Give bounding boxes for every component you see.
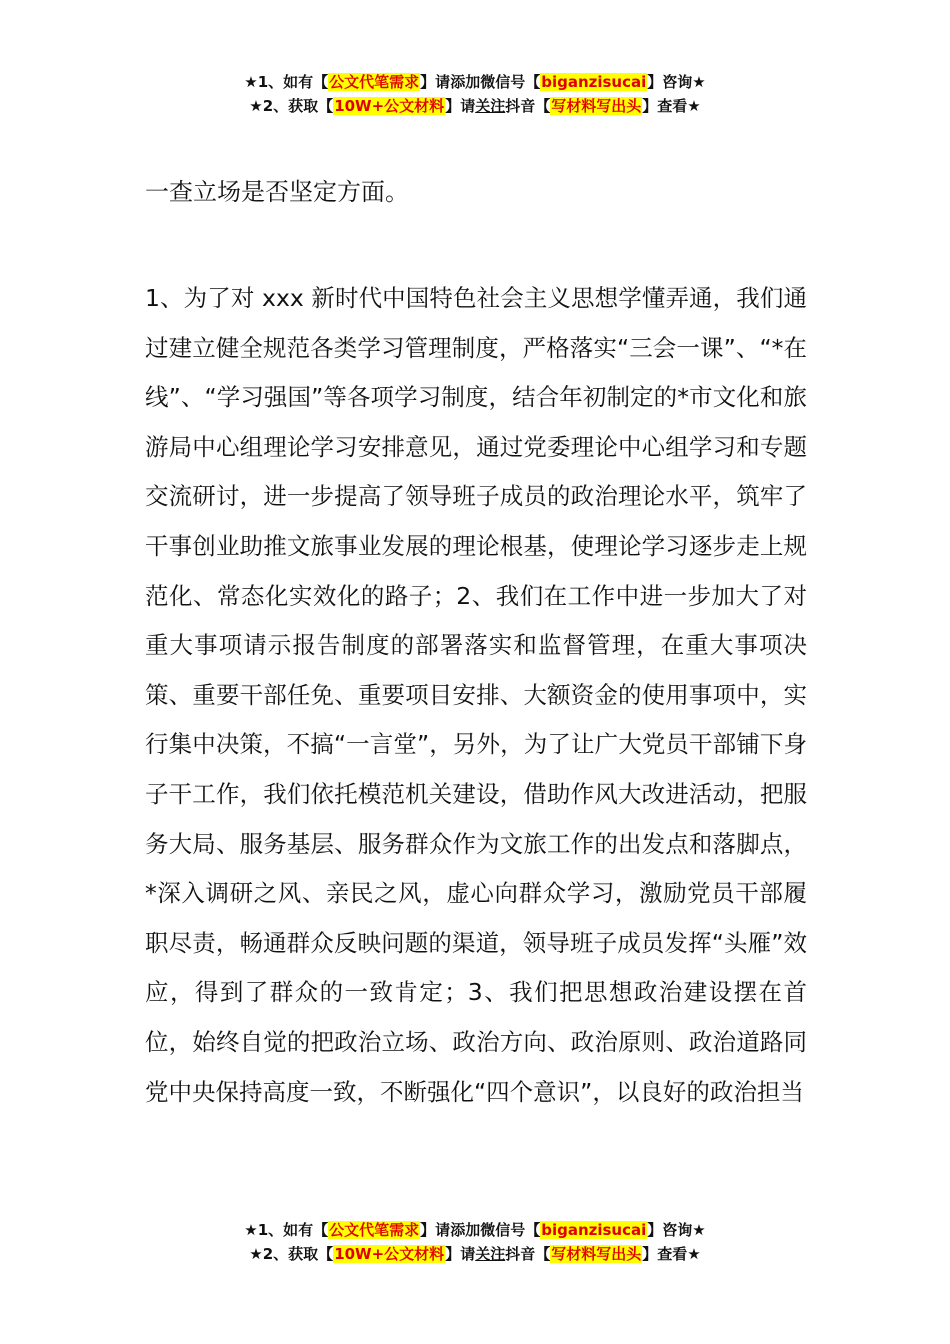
banner-text: 】请 xyxy=(420,73,451,91)
highlight-douyin-account: 写材料写出头 xyxy=(551,1245,642,1263)
banner-text: 】请 xyxy=(445,1245,476,1263)
highlight-wechat-id: biganzisucai xyxy=(541,73,647,91)
highlight-materials: 10W+公文材料 xyxy=(334,1245,445,1263)
banner-text: 微信号【 xyxy=(480,73,541,91)
banner-text: 】咨询★ xyxy=(647,1221,706,1239)
banner-text: 抖音【 xyxy=(505,1245,551,1263)
banner-text: 】查看★ xyxy=(642,1245,701,1263)
banner-line-1 xyxy=(0,1218,950,1242)
highlight-service: 公文代笔需求 xyxy=(329,73,420,91)
banner-text: 】咨询★ xyxy=(647,73,706,91)
highlight-wechat-id: biganzisucai xyxy=(541,1221,647,1239)
banner-line-2 xyxy=(0,1242,950,1266)
banner-text: 微信号【 xyxy=(480,1221,541,1239)
banner-emphasis: 添加 xyxy=(450,73,481,91)
banner-line-1 xyxy=(0,70,950,94)
banner-text: 】查看★ xyxy=(642,97,701,115)
bottom-banner xyxy=(0,1218,950,1266)
banner-emphasis: 添加 xyxy=(450,1221,481,1239)
top-banner xyxy=(0,70,950,118)
banner-text: 抖音【 xyxy=(505,97,551,115)
banner-text: ★2、获取【 xyxy=(249,1245,334,1263)
highlight-service: 公文代笔需求 xyxy=(329,1221,420,1239)
banner-text: 】请 xyxy=(420,1221,451,1239)
highlight-douyin-account: 写材料写出头 xyxy=(551,97,642,115)
banner-text: ★1、如有【 xyxy=(244,73,329,91)
banner-text: 】请 xyxy=(445,97,476,115)
banner-emphasis: 关注 xyxy=(475,97,506,115)
banner-emphasis: 关注 xyxy=(475,1245,506,1263)
highlight-materials: 10W+公文材料 xyxy=(334,97,445,115)
body-paragraph: 1、为了对 xxx 新时代中国特色社会主义思想学懂弄通，我们通过建立健全规范各类学习管理制度，严格落实“三会一课”、“*在线”、“学习强国”等各项学习制度，结合年初制定的*市文化和旅游局中心组理论学习安排意见，通过党委理论中心组学习和专题交流研讨，进一步提高了领导班子成员的政治理论水平，筑牢了干事创业助推文旅事业发展的理论根基，使理论学习逐步走上规范化、常态化实效化的路子；2、我们在工作中进一步加大了对重大事项请示报告制度的部署落实和监督管理，在重大事项决策、重要干部任免、重要项目安排、大额资金的使用事项中，实行集中决策，不搞“一言堂”，另外，为了让广大党员干部铺下身子干工作，我们依托模范机关建设，借助作风大改进活动，把服务大局、服务基层、服务群众作为文旅工作的出发点和落脚点，*深入调研之风、亲民之风，虚心向群众学习，激励党员干部履职尽责，畅通群众反映问题的渠道，领导班子成员发挥“头雁”效应，得到了群众的一致肯定；3、我们把思想政治建设摆在首位，始终自觉的把政治立场、政治方向、政治原则、政治道路同党中央保持高度一致，不断强化“四个意识”，以良好的政治担当 xyxy=(145,284,807,1106)
banner-text: ★2、获取【 xyxy=(249,97,334,115)
banner-line-2 xyxy=(0,94,950,118)
banner-text: ★1、如有【 xyxy=(244,1221,329,1239)
section-heading: 一查立场是否坚定方面。 xyxy=(145,178,409,206)
